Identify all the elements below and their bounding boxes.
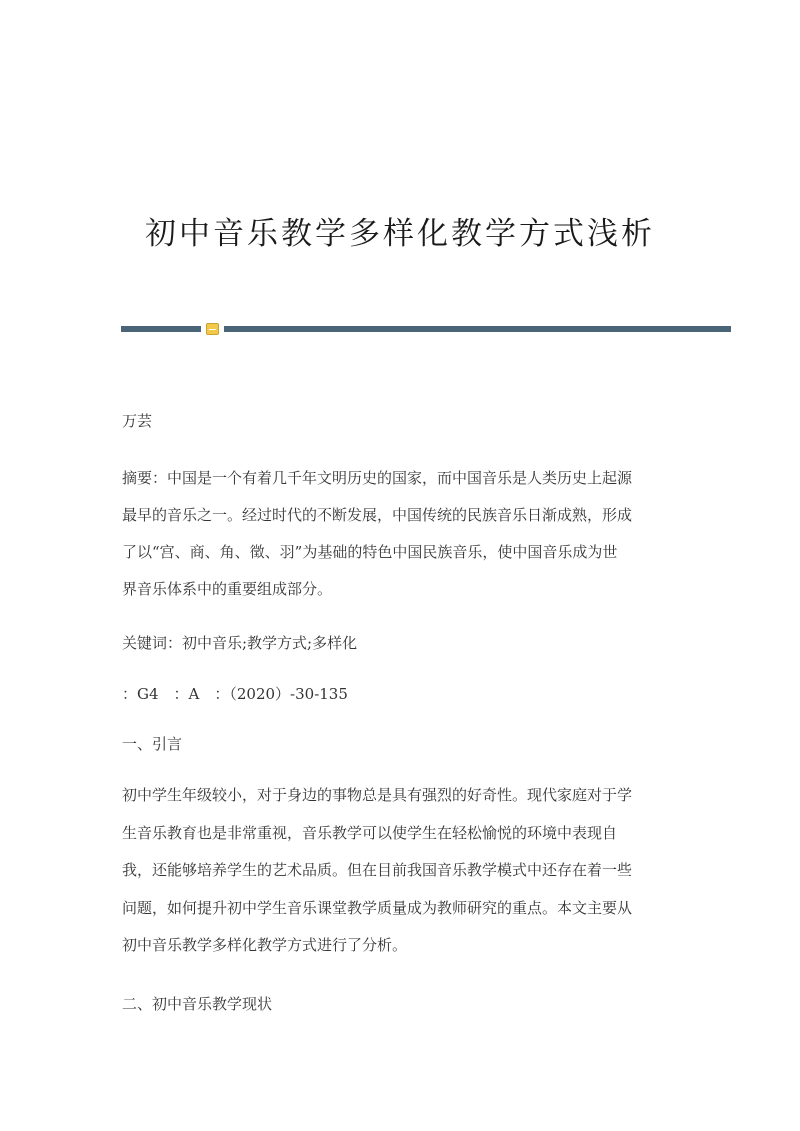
document-title: 初中音乐教学多样化教学方式浅析	[145, 215, 655, 252]
divider-bar-left	[121, 326, 201, 332]
abstract-label: 摘要：	[122, 469, 168, 487]
abstract-line: 了以“宫、商、角、徵、羽”为基础的特色中国民族音乐，使中国音乐成为世	[122, 543, 618, 561]
section-heading-status: 二、初中音乐教学现状	[122, 995, 273, 1013]
title-divider	[121, 323, 731, 335]
introduction-paragraph	[122, 777, 682, 965]
paragraph-line: 问题，如何提升初中学生音乐课堂教学质量成为教师研究的重点。本文主要从	[122, 898, 633, 917]
paragraph-line: 我，还能够培养学生的艺术品质。但在目前我国音乐教学模式中还存在着一些	[122, 861, 633, 879]
paragraph-line: 初中音乐教学多样化教学方式进行了分析。	[122, 936, 408, 954]
classification-info: ：G4 ：A ：（2020）-30-135	[122, 685, 348, 703]
abstract-line: 最早的音乐之一。经过时代的不断发展，中国传统的民族音乐日渐成熟，形成	[122, 506, 633, 524]
author-name: 万芸	[122, 412, 153, 430]
abstract-line: 摘要：中国是一个有着几千年文明历史的国家，而中国音乐是人类历史上起源	[122, 469, 633, 487]
divider-badge-icon	[206, 323, 219, 335]
section-heading-introduction: 一、引言	[122, 735, 183, 753]
divider-bar-right	[224, 326, 731, 332]
abstract	[122, 460, 682, 608]
paragraph-line: 初中学生年级较小，对于身边的事物总是具有强烈的好奇性。现代家庭对于学	[122, 786, 633, 804]
abstract-line: 界音乐体系中的重要组成部分。	[122, 580, 333, 598]
paragraph-line: 生音乐教育也是非常重视，音乐教学可以使学生在轻松愉悦的环境中表现自	[122, 823, 618, 842]
keywords: 关键词：初中音乐;教学方式;多样化	[122, 634, 358, 652]
